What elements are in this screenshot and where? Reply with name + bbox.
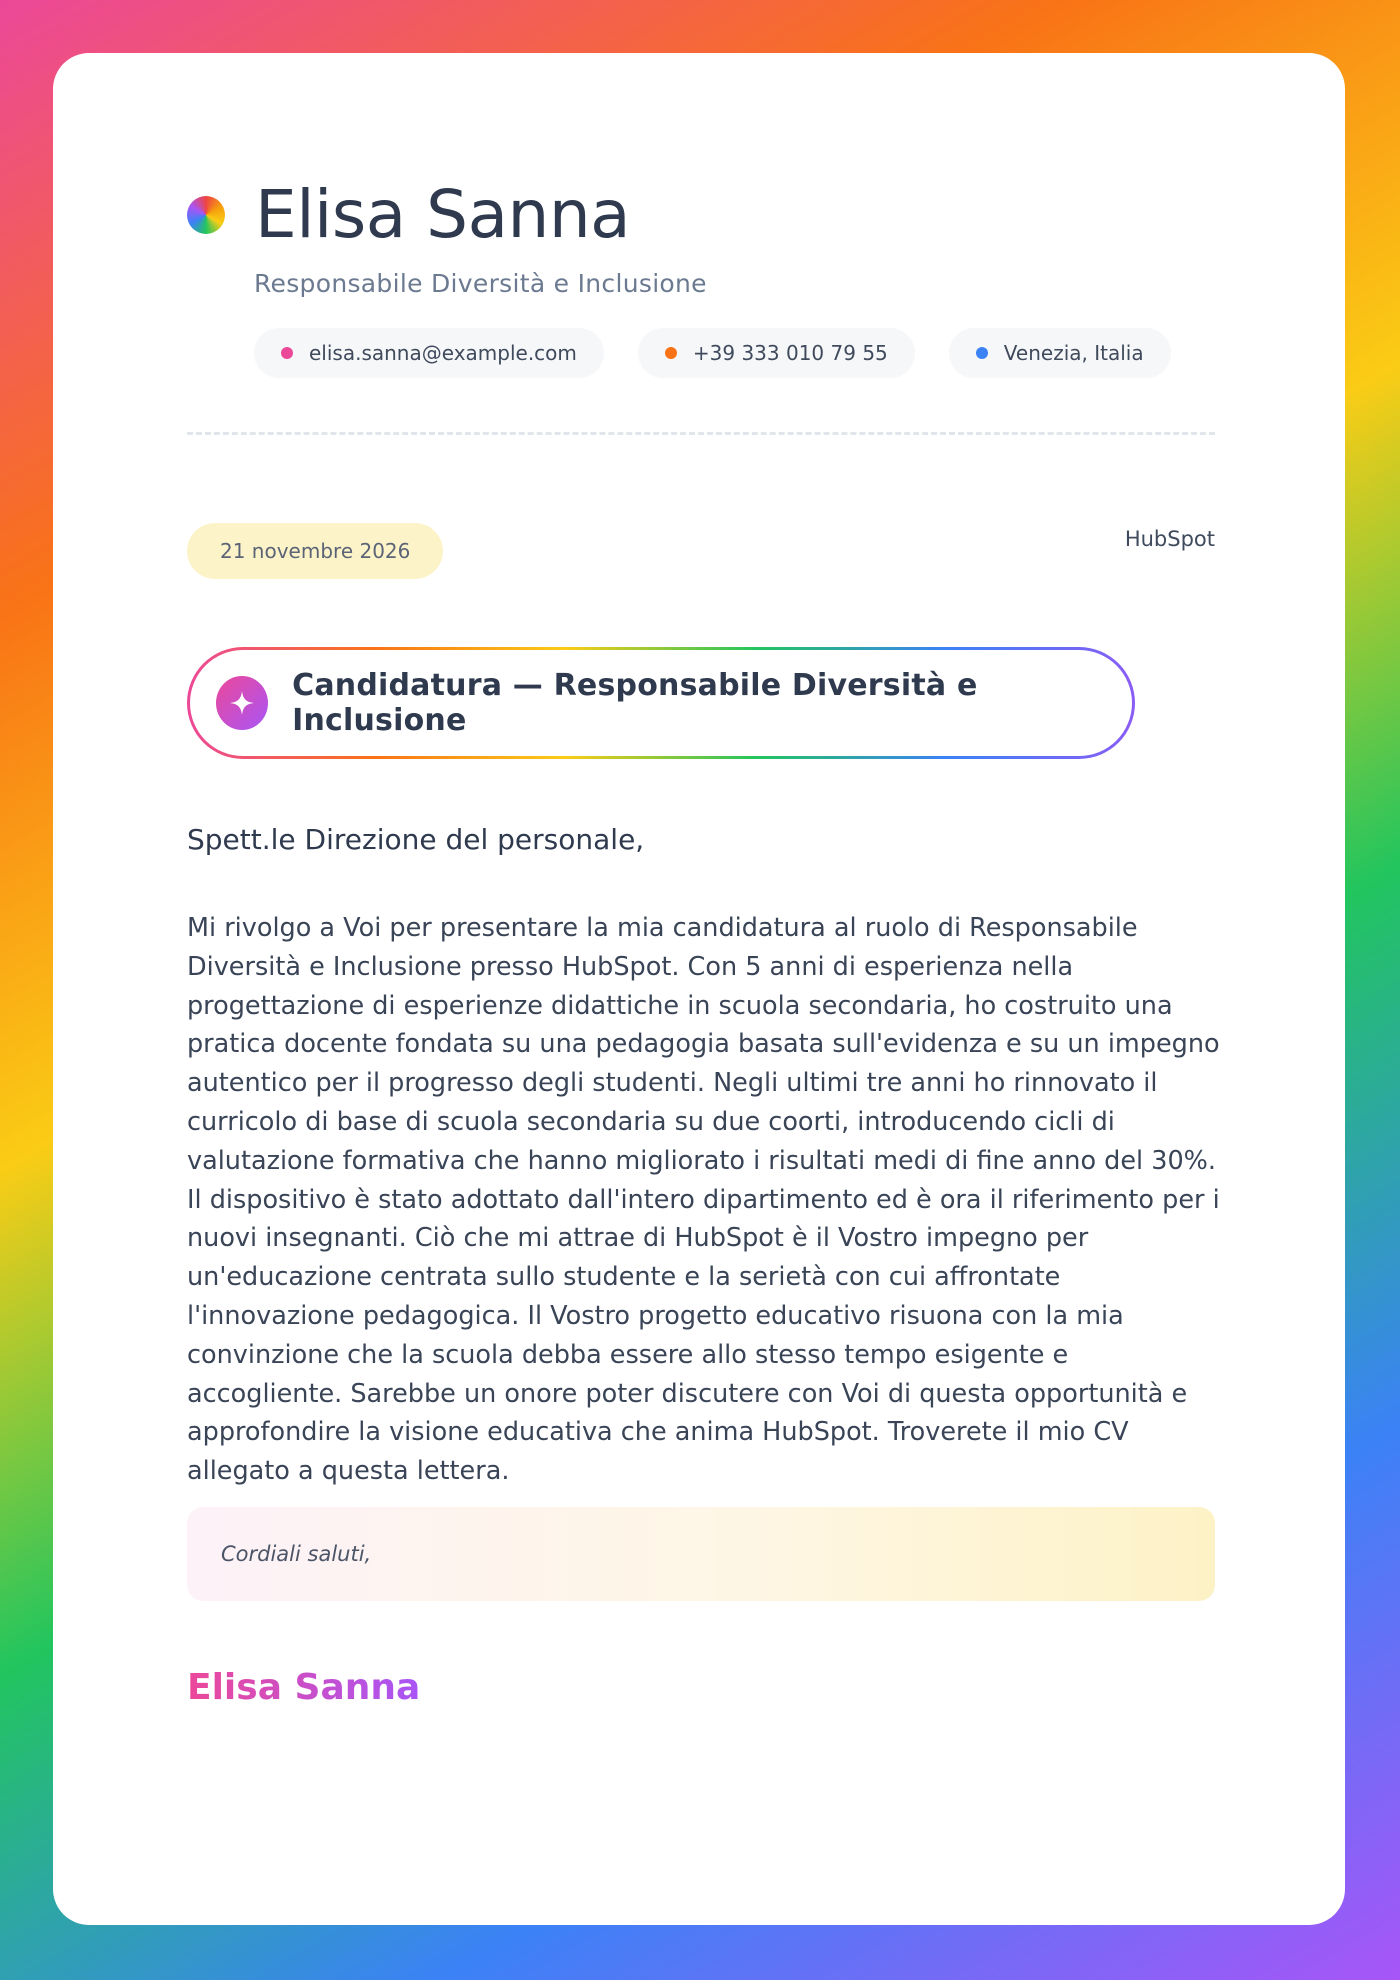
contact-phone-label: +39 333 010 79 55: [692, 341, 888, 365]
sender-role: Responsabile Diversità e Inclusione: [254, 269, 707, 298]
letter-card: [53, 53, 1345, 1925]
email-bullet-icon: [281, 347, 293, 359]
contact-email-label: elisa.sanna@example.com: [309, 341, 577, 365]
closing-box: [187, 1507, 1215, 1601]
subject-title: Candidatura — Responsabile Diversità e Inclusione: [292, 668, 978, 738]
contact-email[interactable]: [254, 328, 604, 378]
signature: Elisa Sanna: [187, 1667, 421, 1708]
rainbow-dot-icon: [187, 196, 225, 234]
header-divider: [187, 432, 1215, 435]
salutation: Spett.le Direzione del personale,: [187, 823, 645, 856]
name-row: [187, 173, 1215, 257]
sparkle-icon: [216, 676, 268, 730]
phone-bullet-icon: [665, 347, 677, 359]
subject-inner: [190, 650, 1132, 756]
recipient-company: HubSpot: [1124, 527, 1215, 551]
location-bullet-icon: [976, 347, 988, 359]
date-badge: 21 novembre 2026: [187, 523, 443, 579]
sender-name: Elisa Sanna: [255, 176, 631, 253]
contact-location-label: Venezia, Italia: [1003, 341, 1144, 365]
letter-body: Mi rivolgo a Voi per presentare la mia candidatura al ruolo di Responsabile Diversità e Inclusione presso HubSpot. Con 5 anni di esperienza nella progettazione di esperienze didattiche in scuola secondaria, ho costruito una pratica docente fondata su una pedagogia basata sull'evidenza e su un impegno autentico per il progresso degli studenti. Negli ultimi tre anni ho rinnovato il curricolo di base di scuola secondaria su due coorti, introducendo cicli di valutazione formativa che hanno migliorato i risultati medi di fine anno del 30%. Il dispositivo è stato adottato dall'intero dipartimento ed è ora il riferimento per i nuovi insegnanti. Ciò che mi attrae di HubSpot è il Vostro impegno per un'educazione centrata sullo studente e la serietà con cui affrontate l'innovazione pedagogica. Il Vostro progetto educativo risuona con la mia convinzione che la scuola debba essere allo stesso tempo esigente e accogliente. Sarebbe un onore poter discutere con Voi di questa opportunità e approfondire la visione educativa che anima HubSpot. Troverete il mio CV allegato a questa lettera.: [187, 913, 1220, 1487]
closing-text: Cordiali saluti,: [221, 1542, 372, 1566]
contact-location: [949, 328, 1171, 378]
letter-header: [187, 173, 1215, 435]
contact-phone[interactable]: [638, 328, 915, 378]
sparkle-glyph: [227, 688, 257, 718]
subject-banner: [187, 647, 1135, 759]
contact-list: [254, 328, 1215, 378]
